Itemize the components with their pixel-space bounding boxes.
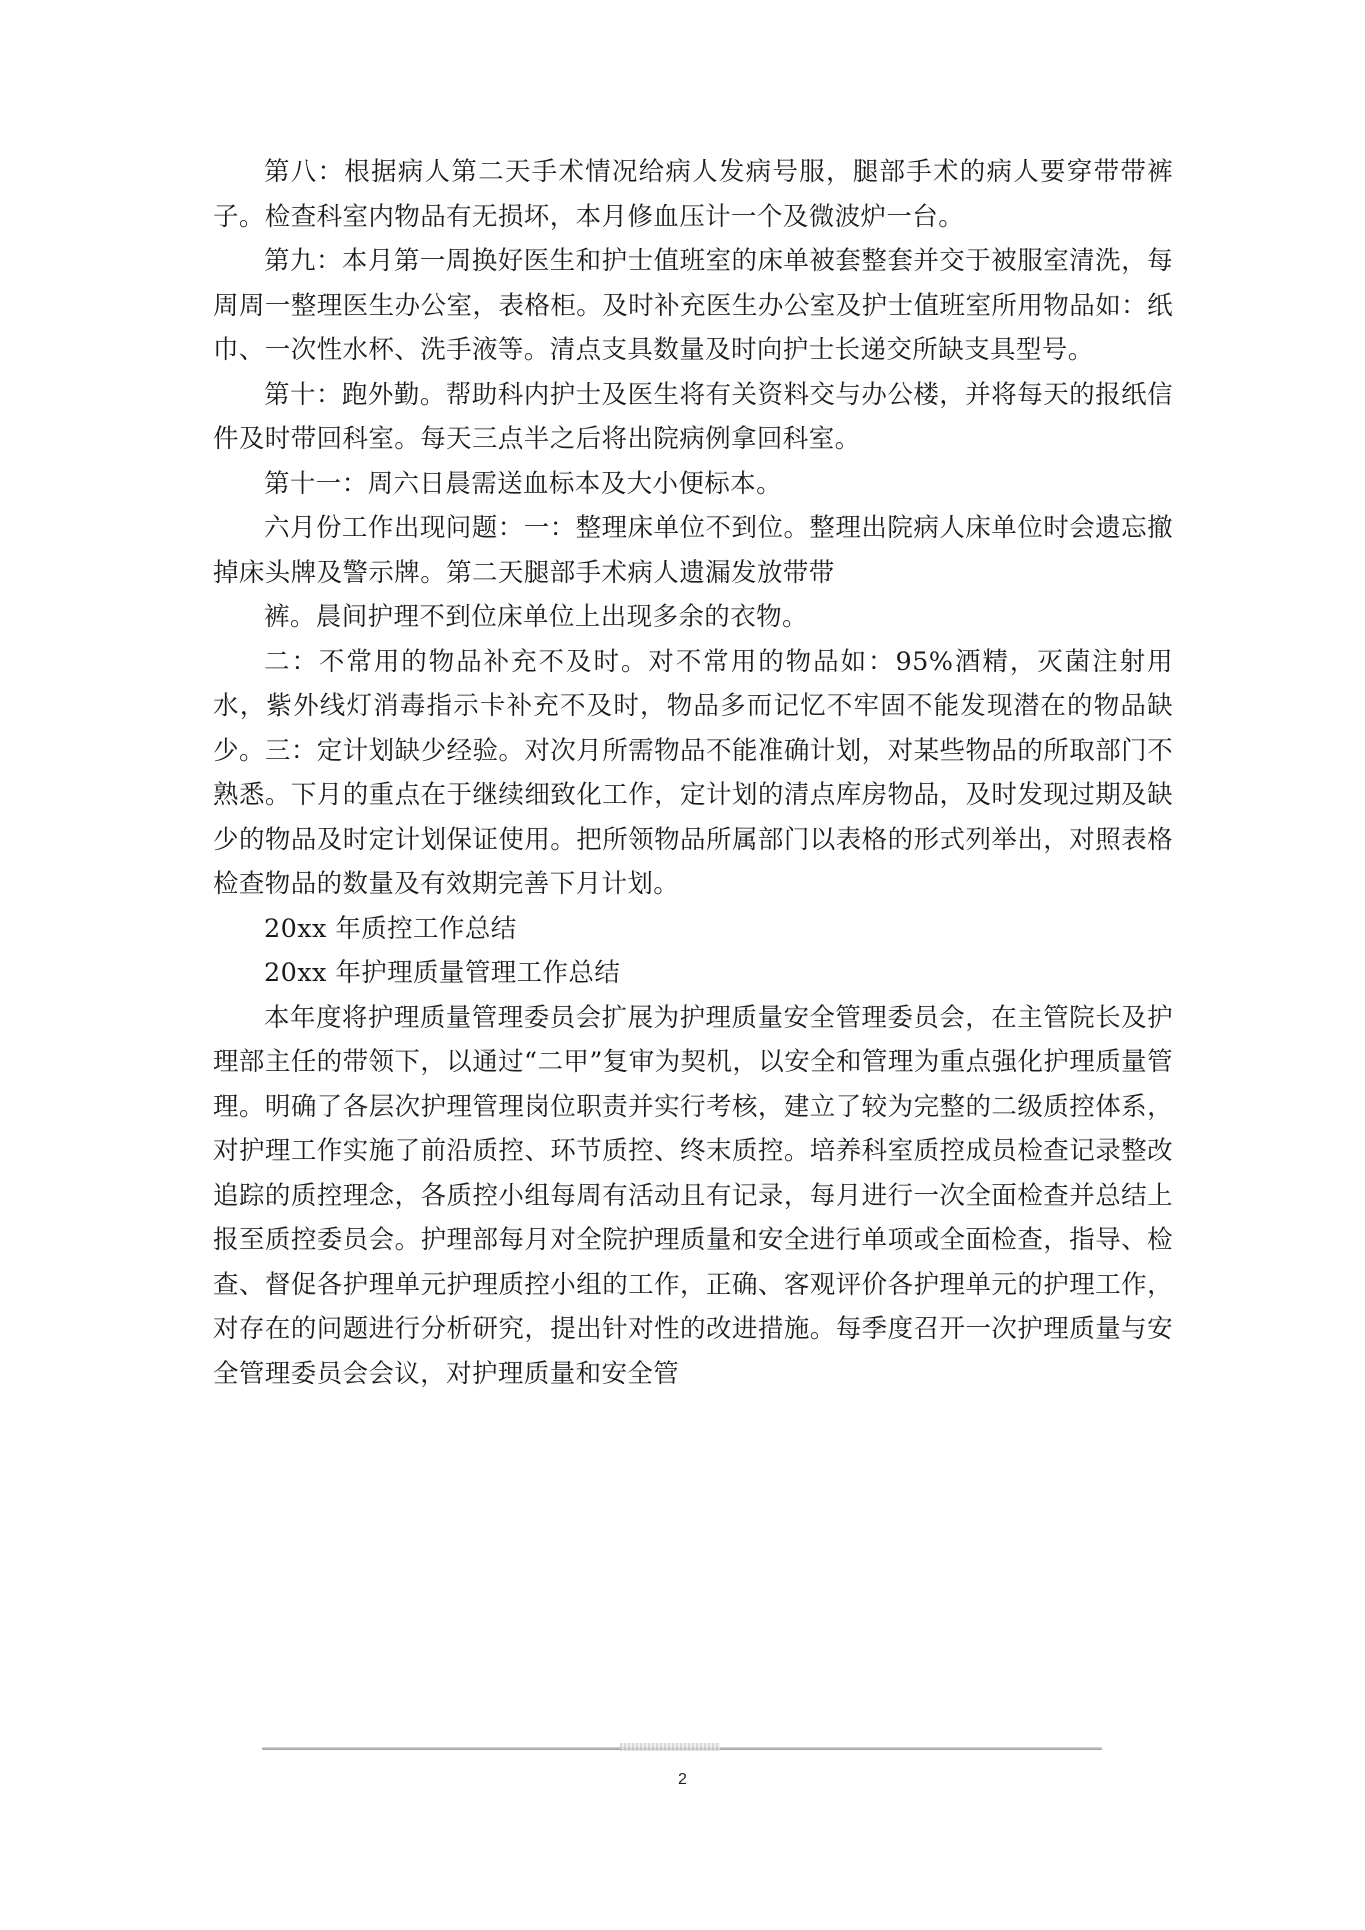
- section-title-nursing-quality: 20xx 年护理质量管理工作总结: [264, 958, 621, 988]
- paragraph-item-8: 第八：根据病人第二天手术情况给病人发病号服，腿部手术的病人要穿带带裤子。检查科室内物品有无损坏，本月修血压计一个及微波炉一台。: [213, 157, 1173, 232]
- paragraph-item-11: 第十一：周六日晨需送血标本及大小便标本。: [264, 468, 783, 499]
- paragraph-problem-two: 二：不常用的物品补充不及时。对不常用的物品如：95%酒精，灭菌注射用水，紫外线灯消毒指示卡补充不及时，物品多而记忆不牢固不能发现潜在的物品缺少。三：定计划缺少经验。对次月所需物品不能准确计划，对某些物品的所取部门不熟悉。下月的重点在于继续细致化工作，定计划的清点库房物品，及时发现过期及缺少的物品及时定计划保证使用。把所领物品所属部门以表格的形式列举出，对照表格检查物品的数量及有效期完善下月计划。: [213, 646, 1173, 899]
- paragraph-item-9: 第九：本月第一周换好医生和护士值班室的床单被套整套并交于被服室清洗，每周周一整理医生办公室，表格柜。及时补充医生办公室及护士值班室所用物品如：纸巾、一次性水杯、洗手液等。清点支具数量及时向护士长递交所缺支具型号。: [213, 246, 1173, 365]
- document-body: [213, 150, 1173, 1396]
- paragraph-annual-summary: 本年度将护理质量管理委员会扩展为护理质量安全管理委员会，在主管院长及护理部主任的带领下，以通过“二甲”复审为契机，以安全和管理为重点强化护理质量管理。明确了各层次护理管理岗位职责并实行考核，建立了较为完整的二级质控体系，对护理工作实施了前沿质控、环节质控、终末质控。培养科室质控成员检查记录整改追踪的质控理念，各质控小组每周有活动且有记录，每月进行一次全面检查并总结上报至质控委员会。护理部每月对全院护理质量和安全进行单项或全面检查，指导、检查、督促各护理单元护理质控小组的工作，正确、客观评价各护理单元的护理工作，对存在的问题进行分析研究，提出针对性的改进措施。每季度召开一次护理质量与安全管理委员会会议，对护理质量和安全管: [213, 1002, 1173, 1389]
- paragraph-june-problems: 六月份工作出现问题：一：整理床单位不到位。整理出院病人床单位时会遗忘撤掉床头牌及警示牌。第二天腿部手术病人遗漏发放带带: [213, 513, 1173, 588]
- page-number: 2: [678, 1771, 687, 1788]
- section-title-quality-control: 20xx 年质控工作总结: [264, 913, 517, 944]
- paragraph-item-10: 第十：跑外勤。帮助科内护士及医生将有关资料交与办公楼，并将每天的报纸信件及时带回科室。每天三点半之后将出院病例拿回科室。: [213, 379, 1173, 454]
- paragraph-june-problems-cont: 裤。晨间护理不到位床单位上出现多余的衣物。: [264, 602, 808, 632]
- footer-divider-ornament: [620, 1743, 720, 1751]
